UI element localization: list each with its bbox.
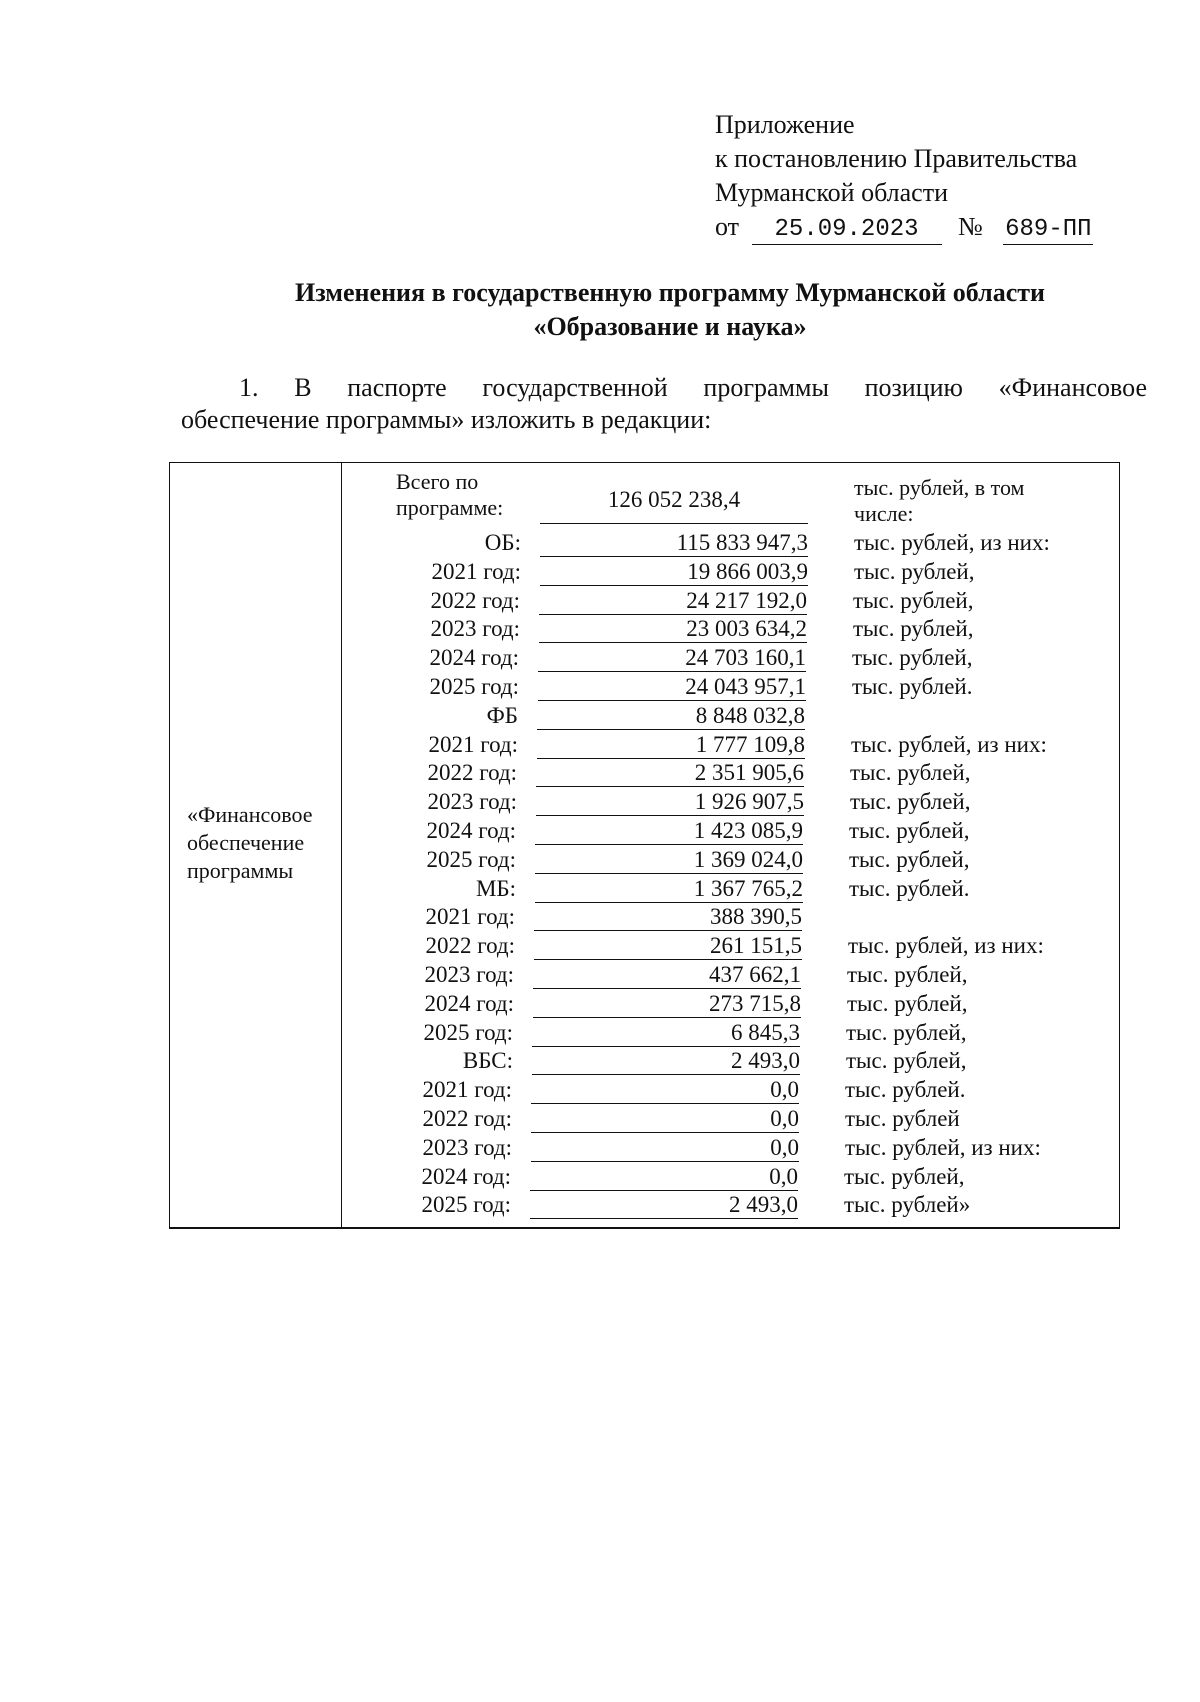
document-title (160, 276, 1180, 344)
row-value: 6 845,3 (532, 1020, 800, 1047)
approval-line-appendix: Приложение (715, 110, 855, 139)
row-label: 2024 год: (421, 1163, 511, 1189)
row-value: 2 493,0 (530, 1192, 798, 1219)
row-value: 1 777 109,8 (537, 732, 805, 759)
document-date: 25.09.2023 (752, 216, 942, 245)
row-value: 261 151,5 (534, 933, 802, 960)
row-unit: тыс. рублей, из них: (845, 1134, 1041, 1160)
row-label: 2023 год: (430, 616, 520, 642)
row-unit: тыс. рублей, (846, 1019, 967, 1045)
row-value: 1 367 765,2 (535, 876, 803, 903)
row-value: 24 043 957,1 (538, 674, 806, 701)
row-label: 2021 год: (425, 904, 515, 930)
row-unit: тыс. рублей, (852, 645, 973, 671)
row-label: ФБ (486, 702, 518, 728)
row-value: 437 662,1 (533, 962, 801, 989)
row-label: 2023 год: (427, 789, 517, 815)
row-unit: тыс. рублей, (849, 846, 970, 872)
row-label: 2023 год: (422, 1134, 512, 1160)
row-value: 0,0 (530, 1164, 798, 1191)
row-label: 2024 год: (424, 990, 514, 1016)
row-label: 2022 год: (422, 1106, 512, 1131)
total-label: Всего по программе: (396, 469, 504, 520)
title-line-1: Изменения в государственную программу Мурманской области (295, 278, 1045, 307)
row-label: 2023 год: (424, 962, 514, 987)
row-value: 115 833 947,3 (540, 530, 808, 557)
financing-table (169, 462, 1120, 1229)
date-prefix: от (715, 212, 740, 241)
row-unit: тыс. рублей, (847, 962, 968, 987)
row-label: 2025 год: (421, 1192, 511, 1218)
row-label: 2021 год: (431, 558, 521, 584)
table-column-divider (341, 463, 342, 1227)
row-unit: тыс. рублей. (849, 875, 970, 901)
row-label: 2022 год: (427, 760, 517, 786)
row-label: 2025 год: (426, 846, 516, 872)
row-value: 1 926 907,5 (536, 789, 804, 816)
row-value: 19 866 003,9 (540, 559, 808, 586)
financing-section-label: «Финансовое обеспечение программы (187, 802, 313, 883)
row-value: 1 369 024,0 (535, 847, 803, 874)
row-unit: тыс. рублей, (847, 990, 968, 1016)
row-value: 0,0 (531, 1106, 799, 1133)
row-value: 1 423 085,9 (535, 818, 803, 845)
row-unit: тыс. рублей, (853, 616, 974, 642)
row-label: ВБС: (462, 1048, 513, 1074)
row-label: 2022 год: (430, 587, 520, 613)
instruction-paragraph (181, 372, 1147, 436)
row-label: ОБ: (484, 530, 521, 555)
approval-line-resolution: к постановлению Правительства (715, 144, 1078, 173)
row-label: 2024 год: (429, 645, 519, 671)
row-unit: тыс. рублей. (845, 1077, 966, 1103)
row-unit: тыс. рублей, (844, 1163, 965, 1189)
row-value: 0,0 (531, 1077, 799, 1104)
paragraph-line-1: 1. В паспорте государственной программы позицию «Финансовое (239, 373, 1147, 402)
paragraph-line-2: обеспечение программы» изложить в редакции: (181, 405, 712, 434)
row-label: 2021 год: (428, 731, 518, 757)
row-value: 8 848 032,8 (537, 703, 805, 730)
row-unit: тыс. рублей, из них: (854, 530, 1050, 555)
approval-date-number (715, 210, 1093, 245)
row-value: 0,0 (531, 1135, 799, 1162)
row-value: 2 493,0 (532, 1048, 800, 1075)
row-unit: тыс. рублей (845, 1106, 960, 1131)
row-unit: тыс. рублей, (846, 1048, 967, 1074)
row-unit: тыс. рублей, (854, 558, 975, 584)
total-value: 126 052 238,4 (607, 487, 741, 512)
row-value: 388 390,5 (534, 904, 802, 931)
document-number: 689-ПП (1005, 216, 1092, 243)
total-value-underline (540, 523, 808, 524)
row-label: 2022 год: (425, 933, 515, 959)
row-unit: тыс. рублей. (852, 674, 973, 699)
row-label: 2021 год: (422, 1077, 512, 1103)
title-line-2: «Образование и наука» (533, 312, 807, 341)
row-value: 23 003 634,2 (539, 616, 807, 643)
row-label: МБ: (475, 875, 516, 901)
row-label: 2024 год: (426, 818, 516, 843)
approval-block (715, 108, 1093, 245)
number-sign: № (958, 212, 983, 241)
row-label: 2025 год: (423, 1019, 513, 1045)
row-unit: тыс. рублей, (850, 760, 971, 786)
row-unit: тыс. рублей, (849, 818, 970, 843)
approval-line-region: Мурманской области (715, 178, 948, 207)
row-unit: тыс. рублей, (850, 789, 971, 815)
row-value: 273 715,8 (533, 991, 801, 1018)
row-unit: тыс. рублей, из них: (848, 933, 1044, 959)
row-value: 24 703 160,1 (538, 645, 806, 672)
row-value: 2 351 905,6 (536, 760, 804, 787)
total-unit: тыс. рублей, в том числе: (854, 475, 1025, 526)
row-unit: тыс. рублей» (844, 1192, 971, 1218)
row-value: 24 217 192,0 (539, 588, 807, 615)
row-label: 2025 год: (429, 674, 519, 699)
row-unit: тыс. рублей, (853, 587, 974, 613)
row-unit: тыс. рублей, из них: (851, 731, 1047, 757)
